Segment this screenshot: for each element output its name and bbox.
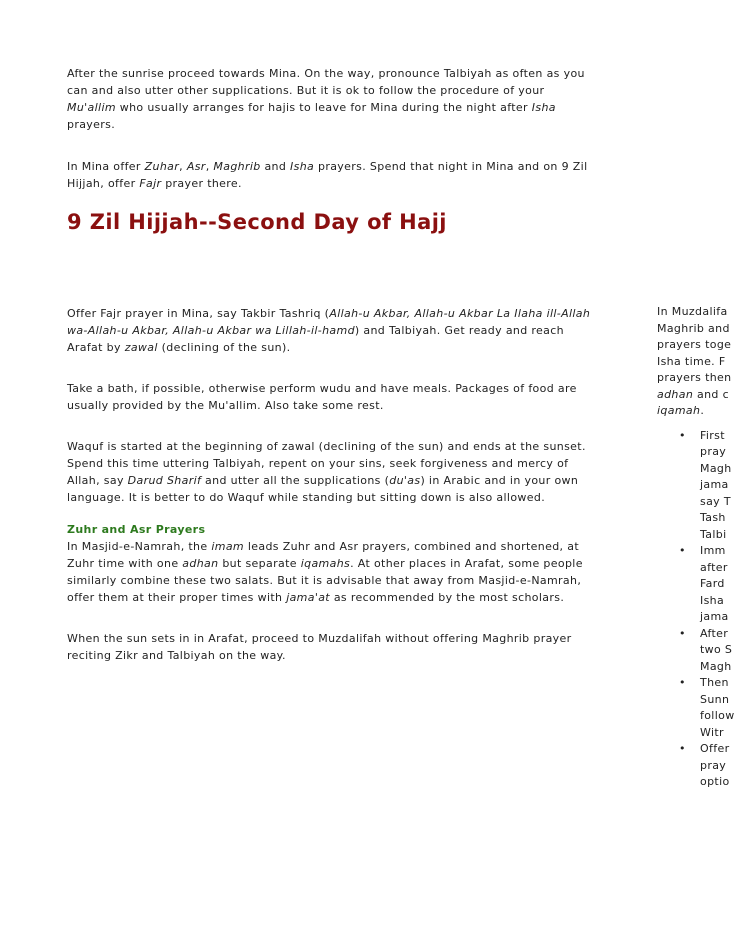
text-run: prayers. Spend that night in Mina and on 9 Zil Hijjah, offer bbox=[67, 160, 588, 190]
list-item-line: Tash bbox=[700, 511, 726, 524]
list-item bbox=[657, 741, 728, 791]
list-item-line: follow bbox=[700, 709, 735, 722]
subheading-zuhr-asr: Zuhr and Asr Prayers bbox=[67, 523, 206, 536]
text-run: In Mina offer bbox=[67, 160, 145, 173]
side-bullet-list bbox=[657, 428, 735, 791]
text-run: , bbox=[205, 160, 214, 173]
term-iqamah: iqamah bbox=[657, 404, 701, 417]
list-item-line: First bbox=[700, 428, 725, 442]
list-item-line: Magh bbox=[700, 659, 732, 673]
term-zawal: zawal bbox=[124, 341, 158, 354]
text-run: leads Zuhr and Asr prayers, combined and shortened, at Zuhr time with one bbox=[67, 540, 579, 570]
text-run: and bbox=[260, 160, 291, 173]
list-item bbox=[657, 428, 732, 544]
term-duas: du'as bbox=[389, 474, 421, 487]
term-imam: imam bbox=[211, 540, 244, 553]
list-item-line: pray bbox=[700, 445, 727, 458]
text-run: prayer there. bbox=[161, 177, 242, 190]
text-run: (declining of the sun). bbox=[157, 341, 291, 354]
term-zuhar: Zuhar bbox=[144, 160, 180, 173]
text-run: ) in Arabic and in your own language. It is better to do Waquf while standing but sitting down is also allowed. bbox=[67, 474, 579, 504]
paragraph-waquf bbox=[67, 438, 592, 506]
paragraph-sunset-muzdalifah: When the sun sets in in Arafat, proceed to Muzdalifah without offering Maghrib prayer reciting Zikr and Talbiyah on the way. bbox=[67, 632, 572, 662]
main-column bbox=[67, 65, 592, 664]
paragraph-namrah bbox=[67, 538, 592, 606]
list-item bbox=[657, 675, 735, 741]
bullet-icon: • bbox=[679, 676, 686, 689]
term-isha: Isha bbox=[531, 101, 556, 114]
section-heading: 9 Zil Hijjah--Second Day of Hajj bbox=[67, 210, 447, 234]
term-fajr: Fajr bbox=[139, 177, 162, 190]
text-run: who usually arranges for hajis to leave for Mina during the night after bbox=[115, 101, 532, 114]
list-item-line: Then bbox=[700, 676, 729, 689]
text-run: . At other places in Arafat, some people similarly combine these two salats. But it is advisable that away from Masjid-e-Namrah, offer them at their proper times with bbox=[67, 557, 583, 604]
side-column-clipped bbox=[657, 304, 735, 791]
term-isha: Isha bbox=[290, 160, 315, 173]
side-line: prayers then bbox=[657, 371, 732, 384]
paragraph-bath-meals: Take a bath, if possible, otherwise perform wudu and have meals. Packages of food are usually provided by the Mu'allim. Also take some rest. bbox=[67, 382, 577, 412]
side-line bbox=[657, 387, 728, 404]
list-item-line: optio bbox=[700, 775, 730, 788]
text-run: In Masjid-e-Namrah, the bbox=[67, 540, 212, 553]
term-adhan: adhan bbox=[182, 557, 219, 570]
term-adhan: adhan bbox=[657, 387, 694, 401]
list-item-line: after bbox=[700, 560, 728, 574]
text-run: ) and Talbiyah. Get ready and reach Arafat by bbox=[67, 324, 564, 354]
text-run: . bbox=[700, 404, 705, 417]
term-jamaat: jama'at bbox=[286, 591, 330, 604]
side-line: prayers toge bbox=[657, 338, 732, 351]
term-iqamahs: iqamahs bbox=[300, 557, 351, 570]
side-line: In Muzdalifa bbox=[657, 305, 728, 318]
text-run: and utter all the supplications ( bbox=[201, 474, 390, 487]
text-run: Offer Fajr prayer in Mina, say Takbir Tashriq ( bbox=[67, 307, 330, 320]
bullet-icon: • bbox=[679, 544, 686, 557]
list-item-line: Offer bbox=[700, 742, 730, 755]
paragraph-mina-prayers bbox=[67, 158, 592, 192]
text-run: After the sunrise proceed towards Mina. On the way, pronounce Talbiyah as often as you can and also utter other supplications. But it is ok to follow the procedure of your bbox=[67, 67, 585, 97]
paragraph-sunrise-mina bbox=[67, 65, 592, 133]
text-run: Waquf is started at the beginning of zawal (declining of the sun) and ends at the sunset. Spend this time uttering Talbiyah, repent on your sins, seek forgiveness and mercy of Allah, say bbox=[67, 440, 586, 487]
term-darud-sharif: Darud Sharif bbox=[127, 474, 202, 487]
paragraph-fajr-arafat bbox=[67, 305, 592, 356]
side-line bbox=[657, 403, 728, 420]
list-item-line: two S bbox=[700, 643, 733, 656]
list-item-line: Sunn bbox=[700, 692, 730, 706]
text-run: prayers. bbox=[67, 118, 116, 131]
list-item-line: Magh bbox=[700, 461, 732, 475]
list-item-line: say T bbox=[700, 494, 731, 508]
list-item-line: Imm bbox=[700, 544, 726, 557]
list-item-line: jama bbox=[700, 478, 729, 491]
list-item-line: Witr bbox=[700, 725, 724, 739]
list-item-line: pray bbox=[700, 758, 727, 772]
text-run: , bbox=[179, 160, 187, 173]
side-line: Isha time. F bbox=[657, 354, 726, 368]
text-run: and c bbox=[693, 387, 730, 401]
side-line: Maghrib and bbox=[657, 321, 730, 335]
list-item-line: After bbox=[700, 626, 729, 640]
takbir-tashriq-text: Allah-u Akbar, Allah-u Akbar La Ilaha ill-Allah wa-Allah-u Akbar, Allah-u Akbar wa Lillah-il-hamd bbox=[67, 307, 591, 337]
list-item bbox=[657, 626, 733, 676]
bullet-icon: • bbox=[679, 428, 686, 442]
text-run: but separate bbox=[218, 557, 301, 570]
text-run: as recommended by the most scholars. bbox=[329, 591, 565, 604]
list-item-line: jama bbox=[700, 610, 729, 623]
list-item-line: Fard bbox=[700, 577, 725, 590]
list-item-line: Talbi bbox=[700, 527, 727, 541]
list-item-line: Isha bbox=[700, 593, 725, 607]
term-asr: Asr bbox=[186, 160, 206, 173]
bullet-icon: • bbox=[679, 626, 686, 640]
list-item bbox=[657, 543, 728, 626]
term-maghrib: Maghrib bbox=[213, 160, 261, 173]
term-muallim: Mu'allim bbox=[67, 101, 116, 114]
bullet-icon: • bbox=[679, 742, 686, 755]
